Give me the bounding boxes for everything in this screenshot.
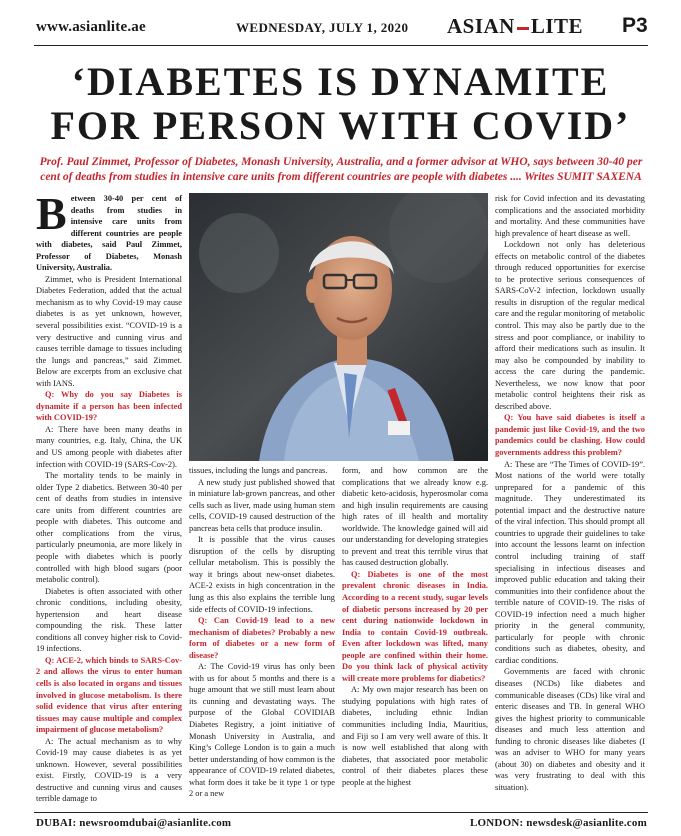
brand-logo — [447, 14, 583, 39]
body-paragraph: A: There have been many deaths in many countries, e.g. Italy, China, the UK and US among people with diabetes after infection with COVID-19 (SARS-Cov-2). — [36, 424, 182, 469]
interview-question: Q: ACE-2, which binds to SARS-Cov-2 and allows the virus to enter human cells is also located in organs and tissues involved in glucose metabolism. Is there solid evidence that virus after entering tissues may cause multiple and complex impairment of glucose metabolism? — [36, 655, 182, 735]
interview-question: Q: Why do you say Diabetes is dynamite if a person has been infected with COVID-19? — [36, 390, 182, 423]
body-paragraph: A new study just published showed that in miniature lab-grown pancreas, and other cells such as liver, made using human stem cells, COVID-19 caused destruction of the pancreas beta cells that produce insulin. — [189, 477, 335, 533]
professor-portrait-image — [189, 193, 488, 461]
body-paragraph: A: The Covid-19 virus has only been with us for about 5 months and there is a huge amount that we still must learn about its cunning and devastating ways. The purpose of the Global COVIDIAB Diabetes Registry, a joint initiative of Monash University in Australia, and King’s College London is to gain a much better understanding of how common is the appearance of COVID-19 related diabetes, what form does it take be it type 1 or type 2 or a new — [189, 662, 335, 799]
body-paragraph: Lockdown not only has deleterious effects on metabolic control of the diabetes through reduced opportunities for exercise to be protective serious consequences of SARS-CoV-2 infection, lockdown usually results in disruption of the regular medical care and the regular monitoring of metabolic control. This may also be partly due to the stress and poor compliance, or inability to afford their medications such as insulin. It may also be compounded by inability to access the care during the pandemic. Nevertheless, we now know that poor metabolic control heightens their risk as described above. — [495, 240, 645, 411]
headline — [20, 60, 661, 148]
body-paragraph: The mortality tends to be mainly in older Type 2 diabetics. Between 30-40 per cent of deaths from studies in intensive care units from different countries are people with diabetes. This outcome and other complications from the virus, particularly pneumonia, are more likely in people with diabetes which is poorly controlled with high blood sugars (poor metabolic control). — [36, 471, 182, 585]
column-4 — [495, 193, 645, 793]
header-divider — [34, 45, 648, 46]
lead-text: etween 30-40 per cent of deaths from studies in intensive care units from different countries are people with diabetes, said Paul Zimmet, Professor of Diabetes, Monash University, Australia. — [36, 194, 182, 273]
headline-line-1: ‘DIABETES IS DYNAMITE — [71, 59, 610, 104]
page-number: P3 — [622, 14, 648, 37]
interview-question: Q: Diabetes is one of the most prevalent chronic diseases in India. According to a recent study, sugar levels of diabetic persons increased by 20 per cent during nationwide lockdown in India to contain Covid-19 outbreak. Even after lockdown was lifted, many people are confined within their home. Do you think lack of physical activity will create more problems for diabetics? — [342, 569, 488, 683]
article-photo — [189, 193, 488, 461]
body-paragraph: A: The actual mechanism as to why Covid-19 may cause diabetes is as yet unknown. However, several possibilities exist. Firstly, COVID-19 is a very destructive and cunning virus and causes terrible damage to — [36, 736, 182, 804]
masthead — [0, 0, 681, 50]
brand-right: LITE — [530, 14, 584, 38]
headline-line-2: FOR PERSON WITH COVID’ — [50, 103, 631, 148]
brand-left: ASIAN — [447, 14, 515, 38]
column-2 — [189, 465, 335, 800]
logo-dash — [517, 27, 529, 30]
body-paragraph: form, and how common are the complications that we already know e.g. diabetic keto-acidosis, hyperosmolar coma and high insulin requirements are causing high rates of ill health and mortality worldwide. The knowledge gained will aid our understanding for developing strategies to prevent and treat this terrible virus that has caused destruction globally. — [342, 466, 488, 568]
body-paragraph: tissues, including the lungs and pancreas. — [189, 466, 328, 475]
body-paragraph: A: My own major research has been on studying populations with high rates of diabetes, including ethnic Indian communities including India, Mauritius, and Fiji so I am very well aware of this. It is now well established that along with diabetes, that associated poor metabolic control of their diabetes places these people at the highest — [342, 685, 488, 787]
body-paragraph: Diabetes is often associated with other chronic conditions, including obesity, hypertension and heart disease compounding the risk. These latter conditions all convey higher risk to Covid-19 infections. — [36, 586, 182, 654]
footer-dubai-email[interactable]: DUBAI: newsroomdubai@asianlite.com — [36, 817, 232, 829]
body-paragraph: Zimmet, who is President International Diabetes Federation, added that the actual mechanism as to why Covid-19 may cause diabetes is as yet unknown, however, several possibilities exist. “COVID-19 is a very destructive and cunning virus and causes terrible damage to tissues including the lungs and pancreas,” said Zimmet. Below are excerpts from an exclusive chat with IANS. — [36, 274, 182, 388]
footer-london-email[interactable]: LONDON: newsdesk@asianlite.com — [470, 817, 647, 829]
body-paragraph: It is possible that the virus causes disruption of the cells by disrupting cellular metabolism. This is possibly the way it brings about new-onset diabetes. ACE-2 exists in high concentration in the lung as this also explains the terrible lung side effects of COVID-19 infections. — [189, 535, 335, 614]
dateline: WEDNESDAY, JULY 1, 2020 — [236, 20, 409, 35]
standfirst: Prof. Paul Zimmet, Professor of Diabetes, Monash University, Australia, and a former advisor at WHO, says between 30-40 per cent of deaths from studies in intensive care units from different countries are people with diabetes .... Writes SUMIT SAXENA — [39, 156, 643, 183]
body-paragraph: A: These are “The Times of COVID-19”. Most nations of the world were totally unprepared for a pandemic of this magnitude. They underestimated its potential impact and the destructive nature of the viral infection. This should prompt all countries to upgrade their guidelines to take into account the lessons learnt on infection control including training of staff specialising in infectious diseases and improved public education and taking their communities into their confidence about the terrible nature of COVID-19. The risks of COVID-19 infection need a much higher priority in the general community, particularly for people with chronic conditions such as diabetes, obesity, and cardiac conditions. — [495, 459, 645, 665]
lead-paragraph — [36, 188, 182, 274]
drop-cap: B — [36, 188, 67, 239]
body-paragraph: Governments are faced with chronic diseases (NCDs) like diabetes and communicable diseases (CDs) like viral and enteric diseases and TB. In general WHO gives the highest priority to communicable diseases and much less attention and funding to chronic diseases like diabetes (I was an adviser to WHO for many years (about 30) on diabetes and obesity and it was very frustrating to deal with this situation). — [495, 667, 645, 792]
interview-question: Q: You have said diabetes is itself a pandemic just like Covid-19, and the two pandemics could be clashing. How could governments address this problem? — [495, 413, 645, 458]
interview-question: Q: Can Covid-19 lead to a new mechanism of diabetes? Probably a new form of diabetes or a new form of disease? — [189, 616, 335, 660]
column-1 — [36, 188, 182, 805]
body-paragraph: risk for Covid infection and its devastating complications and the associated morbidity and mortality. And these communities have high prevalence of heart disease as well. — [495, 194, 645, 238]
footer-divider — [34, 812, 648, 813]
site-url[interactable]: www.asianlite.ae — [36, 19, 146, 35]
column-3 — [342, 465, 488, 788]
